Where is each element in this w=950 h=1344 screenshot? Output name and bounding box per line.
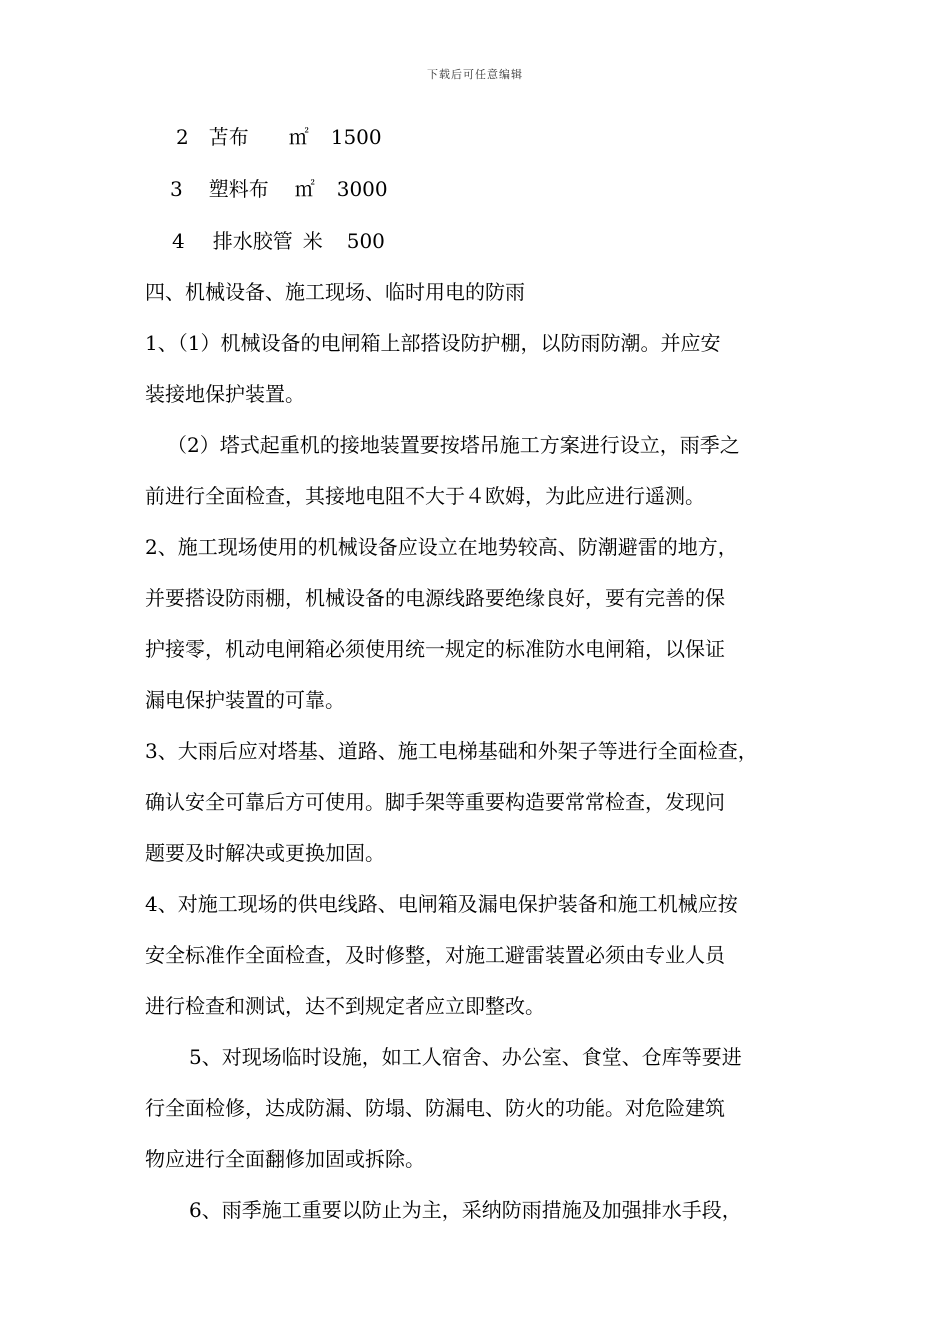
body-line: 题要及时解决或更换加固。 [145,841,385,865]
material-row [176,124,382,150]
material-qty: 3000 [336,177,388,201]
body-line: 进行检查和测试，达不到规定者应立即整改。 [145,994,545,1018]
body-line: 2、施工现场使用的机械设备应设立在地势较高、防潮避雷的地方， [145,535,738,559]
material-qty: 500 [346,229,385,253]
body-line: 漏电保护装置的可靠。 [145,688,345,712]
material-no: 3 [170,177,183,201]
material-unit: 米 [302,229,323,253]
material-no: 4 [172,229,185,253]
material-unit: ㎡ [288,125,309,149]
body-line: 1、（1）机械设备的电闸箱上部搭设防护棚，以防雨防潮。并应安 [145,331,721,355]
body-line: 行全面检修，达成防漏、防塌、防漏电、防火的功能。对危险建筑 [145,1096,725,1120]
material-row [170,176,388,202]
material-name: 塑料布 [208,177,269,201]
body-line: 5、对现场临时设施，如工人宿舍、办公室、食堂、仓库等要进 [189,1045,742,1069]
body-line: 护接零，机动电闸箱必须使用统一规定的标准防水电闸箱，以保证 [145,637,725,661]
section-title: 四、机械设备、施工现场、临时用电的防雨 [145,280,525,304]
material-name: 苫布 [208,125,249,149]
material-name: 排水胶管 [212,229,293,253]
material-row [172,228,385,254]
body-line: 确认安全可靠后方可使用。脚手架等重要构造要常常检查，发现问 [145,790,725,814]
body-line: 6、雨季施工重要以防止为主，采纳防雨措施及加强排水手段， [189,1198,742,1222]
body-line: 3、大雨后应对塔基、道路、施工电梯基础和外架子等进行全面检查， [145,739,758,763]
body-line: 物应进行全面翻修加固或拆除。 [145,1147,425,1171]
page-header: 下载后可任意编辑 [427,68,523,81]
body-line: 并要搭设防雨棚，机械设备的电源线路要绝缘良好，要有完善的保 [145,586,725,610]
body-line: （2）塔式起重机的接地装置要按塔吊施工方案进行设立，雨季之 [167,433,740,457]
body-line: 装接地保护装置。 [145,382,305,406]
body-line: 前进行全面检查，其接地电阻不大于４欧姆，为此应进行遥测。 [145,484,705,508]
material-qty: 1500 [330,125,382,149]
body-line: 安全标准作全面检查，及时修整，对施工避雷装置必须由专业人员 [145,943,725,967]
material-unit: ㎡ [294,177,315,201]
body-line: 4、对施工现场的供电线路、电闸箱及漏电保护装备和施工机械应按 [145,892,738,916]
material-no: 2 [176,125,189,149]
